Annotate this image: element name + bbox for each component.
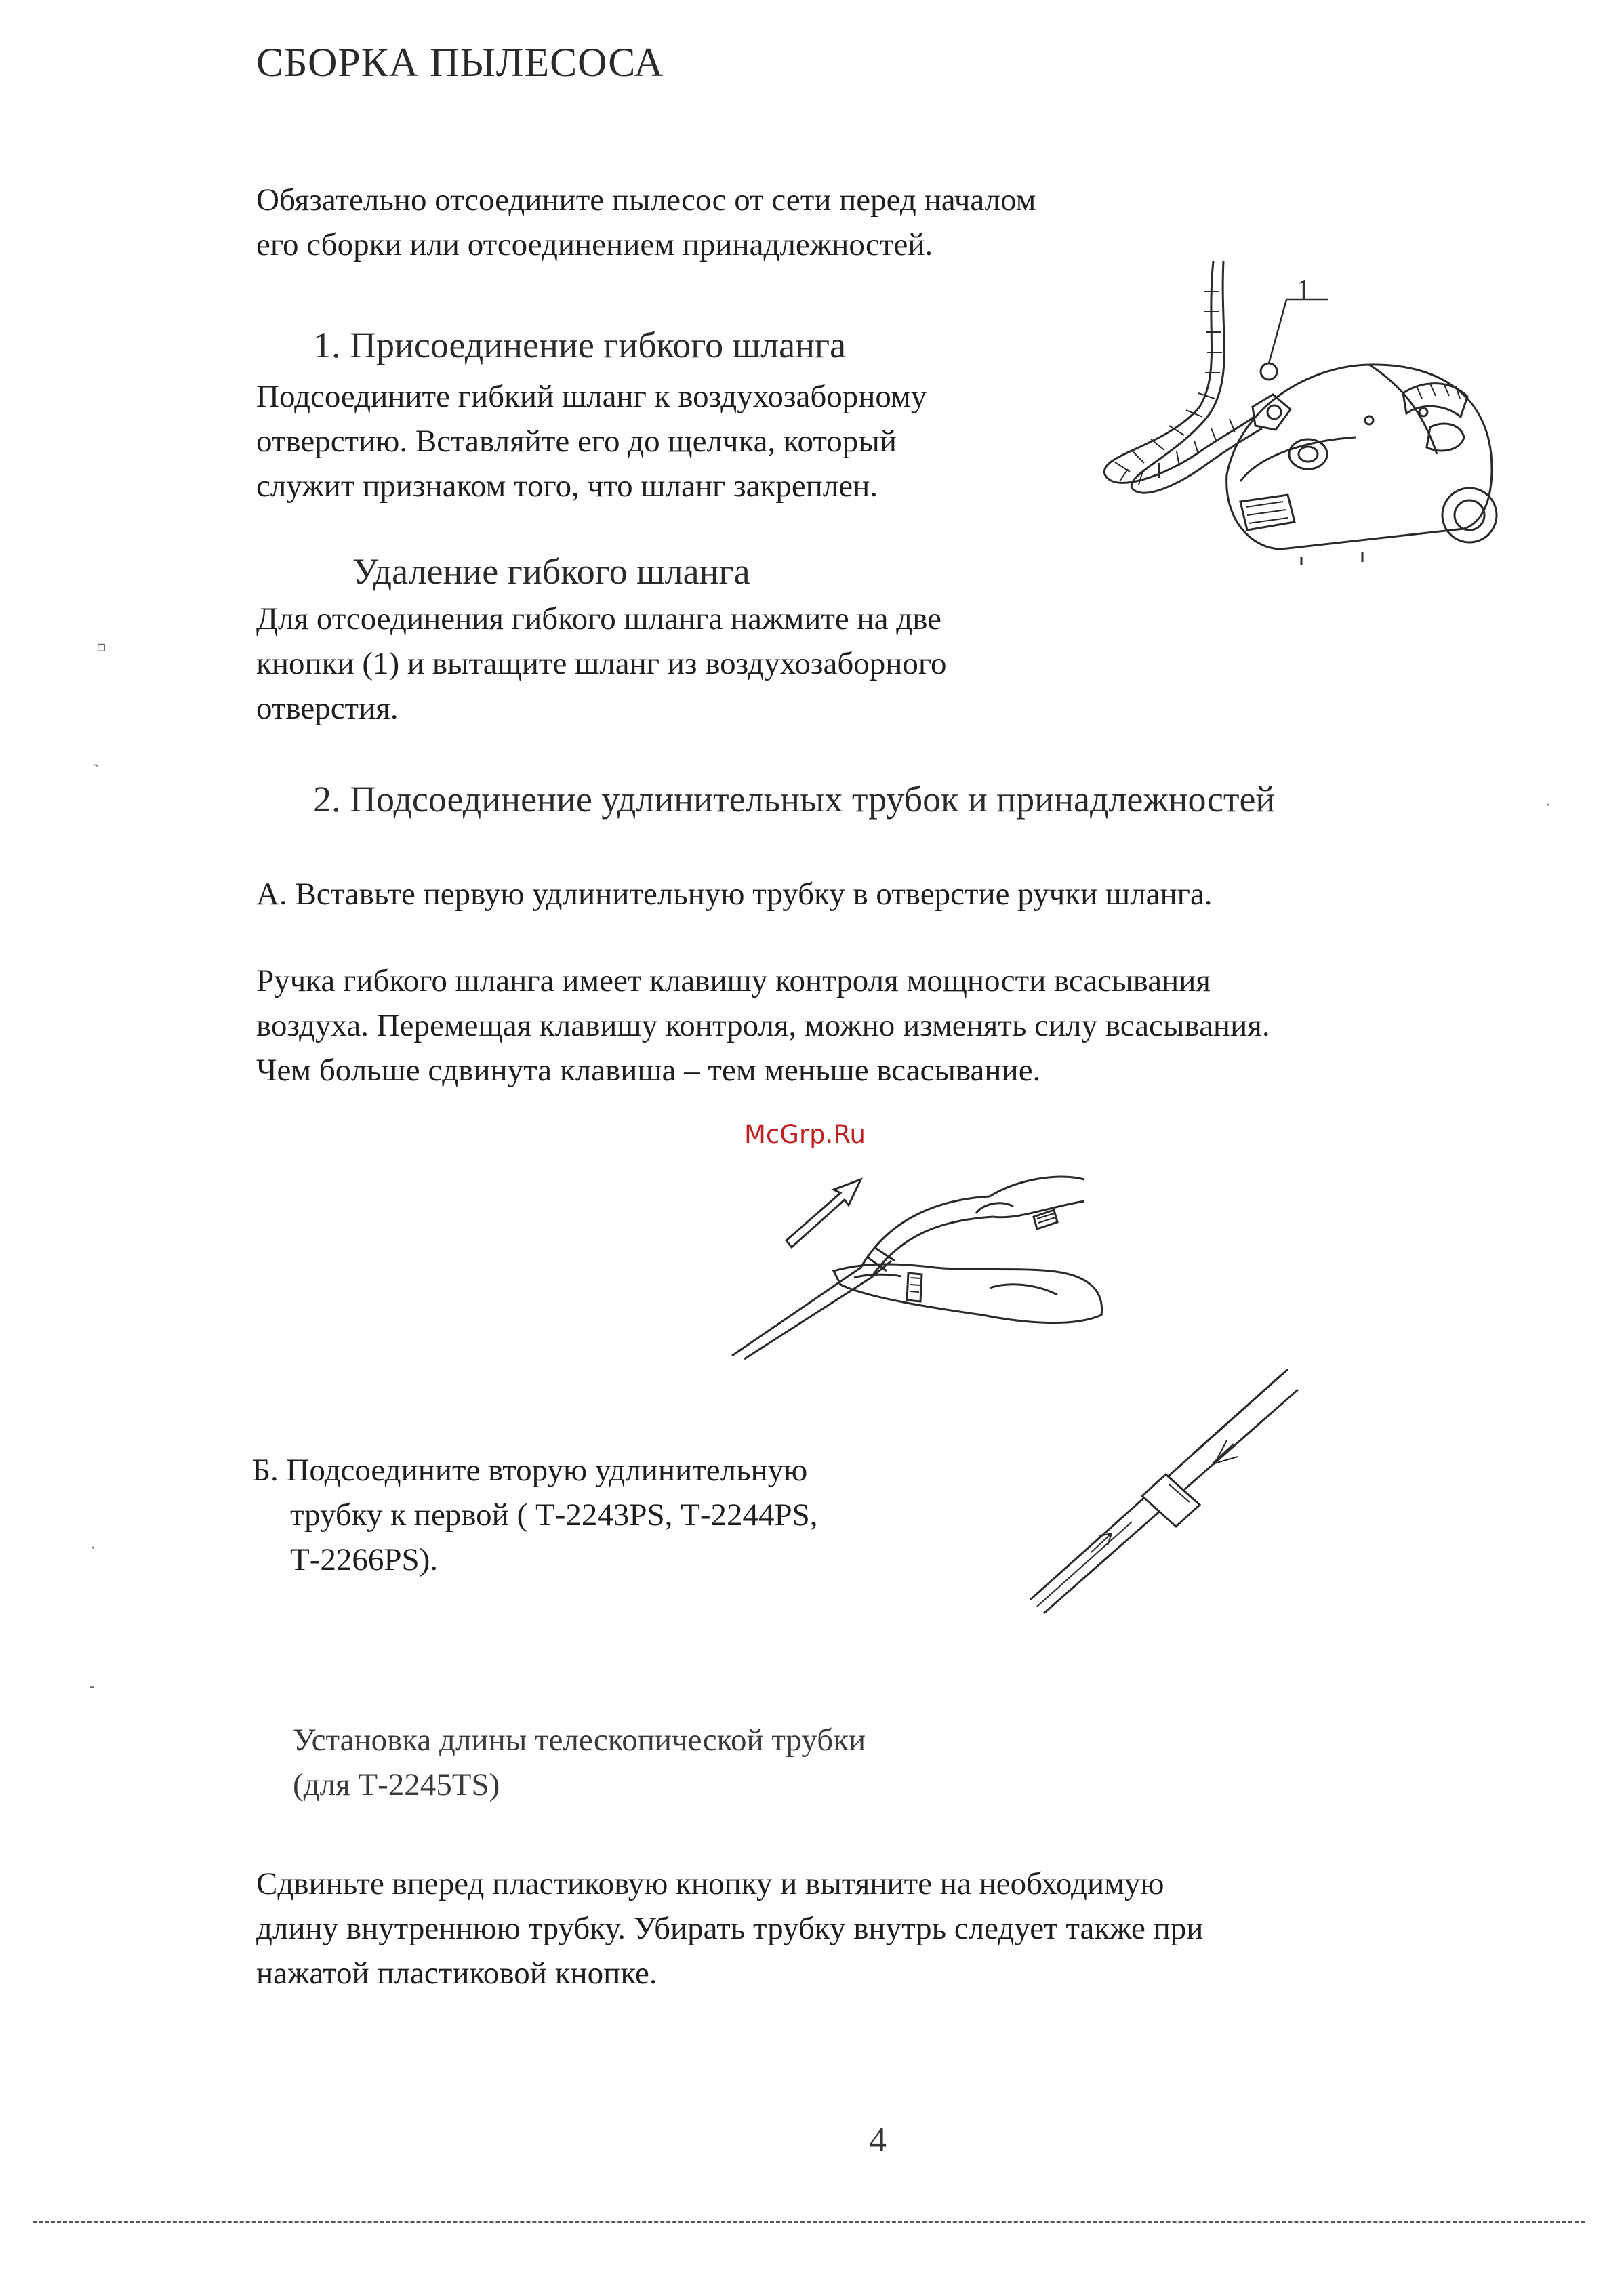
slide-line: длину внутреннюю трубку. Убирать трубку внутрь следует также при bbox=[256, 1911, 1204, 1946]
telescopic-line: Установка длины телескопической трубки bbox=[293, 1722, 866, 1758]
intro-line: его сборки или отсоединением принадлежностей. bbox=[256, 227, 933, 262]
removal-line: Для отсоединения гибкого шланга нажмите на две bbox=[256, 601, 941, 637]
telescopic-paragraph bbox=[293, 1718, 866, 1807]
intro-line: Обязательно отсоедините пылесос от сети перед началом bbox=[256, 182, 1036, 218]
handle-line: Чем больше сдвинута клавиша – тем меньше всасывание. bbox=[256, 1053, 1041, 1088]
section-1-paragraph bbox=[256, 374, 927, 508]
footer-rule bbox=[33, 2221, 1585, 2223]
step-b-line: Т-2266PS). bbox=[290, 1542, 439, 1577]
intro-paragraph bbox=[256, 178, 1036, 267]
scan-mark: · bbox=[91, 1540, 96, 1557]
section-1-line: Подсоедините гибкий шланг к воздухозаборному bbox=[256, 379, 927, 414]
handle-line: Ручка гибкого шланга имеет клавишу контроля мощности всасывания bbox=[256, 963, 1211, 998]
removal-line: отверстия. bbox=[256, 691, 399, 726]
removal-line: кнопки (1) и вытащите шланг из воздухозаборного bbox=[256, 646, 947, 681]
section-1-line: служит признаком того, что шланг закреплен. bbox=[256, 468, 878, 504]
vacuum-cleaner-illustration bbox=[1084, 251, 1505, 576]
step-a-text: А. Вставьте первую удлинительную трубку в отверстие ручки шланга. bbox=[256, 876, 1213, 912]
page-title: СБОРКА ПЫЛЕСОСА bbox=[256, 40, 664, 85]
slide-line: Сдвиньте вперед пластиковую кнопку и вытяните на необходимую bbox=[256, 1866, 1164, 1901]
section-1-heading: 1. Присоединение гибкого шланга bbox=[313, 325, 847, 365]
step-b-line: трубку к первой ( Т-2243PS, Т-2244PS, bbox=[290, 1497, 818, 1533]
scan-mark: · bbox=[1545, 797, 1550, 814]
scan-mark: ▫ bbox=[96, 639, 106, 655]
handle-paragraph bbox=[256, 958, 1270, 1093]
hose-handle-illustration bbox=[732, 1152, 1112, 1369]
step-b-line: Б. Подсоедините вторую удлинительную bbox=[252, 1453, 808, 1488]
tube-connection-illustration bbox=[1030, 1369, 1301, 1620]
watermark: McGrp.Ru bbox=[744, 1120, 866, 1149]
step-b-paragraph bbox=[252, 1448, 818, 1582]
page-number: 4 bbox=[869, 2121, 887, 2160]
slide-line: нажатой пластиковой кнопке. bbox=[256, 1956, 657, 1991]
removal-heading: Удаление гибкого шланга bbox=[352, 551, 750, 592]
removal-paragraph bbox=[256, 597, 947, 731]
callout-number: 1 bbox=[1296, 273, 1311, 306]
telescopic-line: (для Т-2245TS) bbox=[293, 1767, 500, 1802]
slide-paragraph bbox=[256, 1861, 1203, 1996]
section-1-line: отверстию. Вставляйте его до щелчка, который bbox=[256, 424, 897, 459]
handle-line: воздуха. Перемещая клавишу контроля, можно изменять силу всасывания. bbox=[256, 1008, 1270, 1043]
section-2-heading: 2. Подсоединение удлинительных трубок и принадлежностей bbox=[313, 779, 1276, 820]
scan-mark: ˜ bbox=[92, 763, 100, 780]
scan-mark: - bbox=[89, 1678, 95, 1695]
